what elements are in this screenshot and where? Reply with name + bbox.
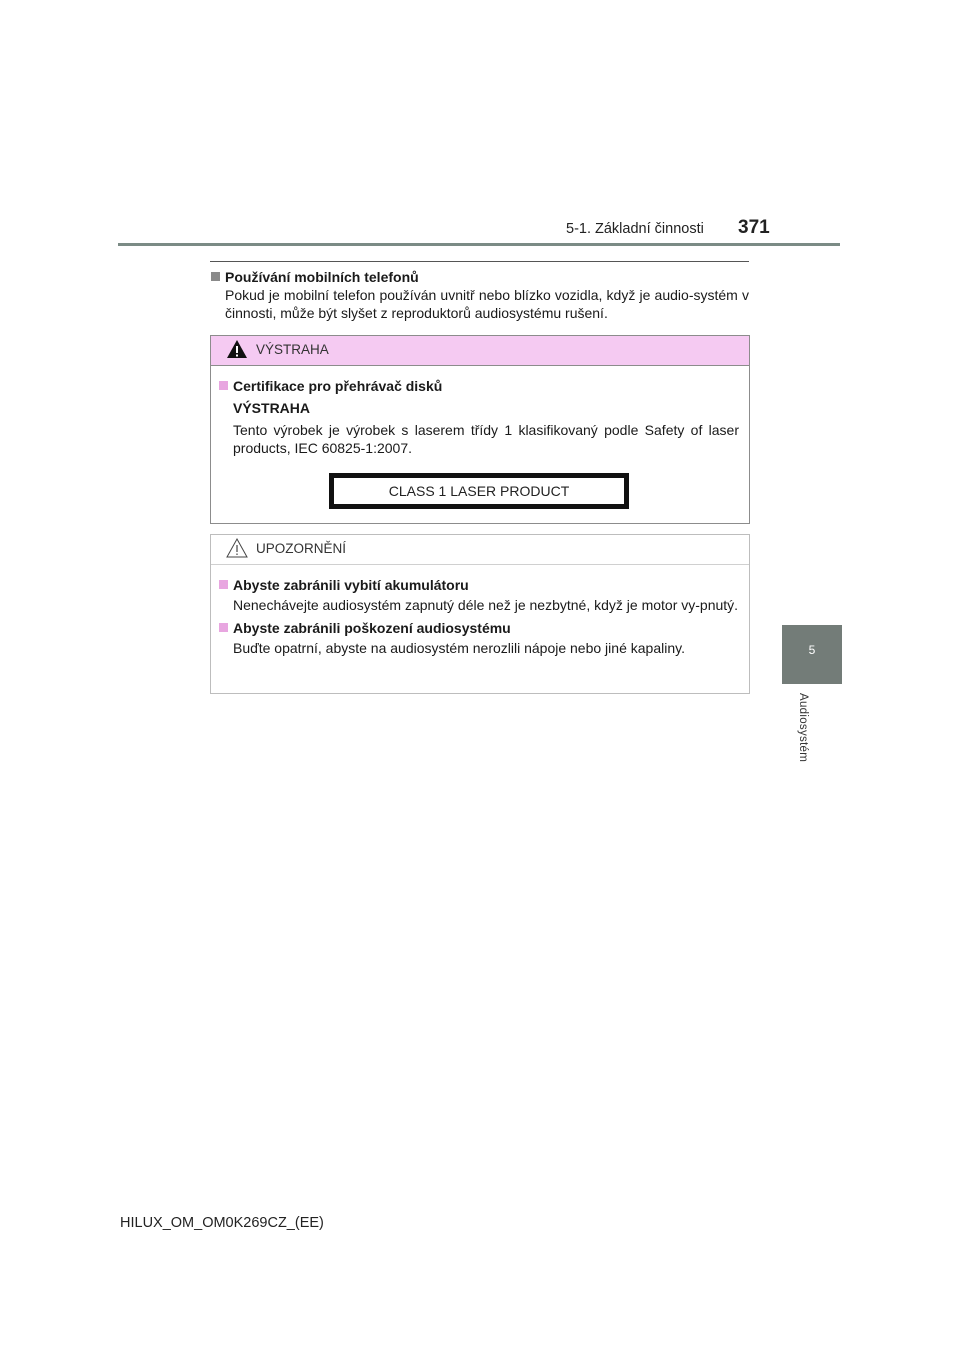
header-rule <box>118 243 840 246</box>
damage-heading-text: Abyste zabránili poškození audiosystému <box>233 620 511 636</box>
mobile-phone-heading <box>211 268 751 286</box>
battery-paragraph: Nenechávejte audiosystém zapnutý déle než je nezbytné, když je motor vy-pnutý. <box>233 597 739 613</box>
warning-triangle-icon <box>226 338 248 360</box>
chapter-tab <box>782 625 842 684</box>
caution-box-header <box>211 535 749 565</box>
warning-box-body <box>211 366 749 525</box>
pink-square-icon <box>219 381 228 390</box>
caution-box-body <box>211 565 749 667</box>
mobile-phone-paragraph: Pokud je mobilní telefon používán uvnitř nebo blízko vozidla, když je audio-systém v činnosti, může být slyšet z reproduktorů audiosystému rušení. <box>225 287 749 321</box>
warning-box <box>210 335 750 524</box>
caution-box <box>210 534 750 694</box>
laser-product-label: CLASS 1 LASER PRODUCT <box>329 473 629 509</box>
header-section-title: 5-1. Základní činnosti <box>566 221 704 237</box>
damage-heading <box>219 619 739 637</box>
laser-label-wrap <box>219 473 739 509</box>
mobile-phone-section <box>211 268 751 322</box>
top-rule <box>210 261 749 262</box>
caution-box-title: UPOZORNĚNÍ <box>256 541 347 556</box>
damage-paragraph: Buďte opatrní, abyste na audiosystém nerozlili nápoje nebo jiné kapaliny. <box>233 640 685 656</box>
pink-square-icon <box>219 580 228 589</box>
laser-paragraph: Tento výrobek je výrobek s laserem třídy 1 klasifikovaný podle Safety of laser products, IEC 60825-1:2007. <box>233 422 739 456</box>
footer-code: HILUX_OM_OM0K269CZ_(EE) <box>120 1215 324 1231</box>
chapter-tab-number: 5 <box>808 643 816 657</box>
disc-player-heading <box>219 377 739 395</box>
battery-heading <box>219 576 739 594</box>
warning-box-header <box>211 336 749 366</box>
laser-warning-subtitle: VÝSTRAHA <box>233 400 311 416</box>
warning-box-title: VÝSTRAHA <box>256 342 329 357</box>
battery-heading-text: Abyste zabránili vybití akumulátoru <box>233 577 469 593</box>
mobile-phone-heading-text: Používání mobilních telefonů <box>225 269 419 285</box>
caution-triangle-icon <box>226 537 248 559</box>
disc-player-heading-text: Certifikace pro přehrávač disků <box>233 378 443 394</box>
chapter-tab-label: Audiosystém <box>797 693 809 763</box>
grey-square-icon <box>211 272 220 281</box>
page-number: 371 <box>738 217 770 238</box>
pink-square-icon <box>219 623 228 632</box>
